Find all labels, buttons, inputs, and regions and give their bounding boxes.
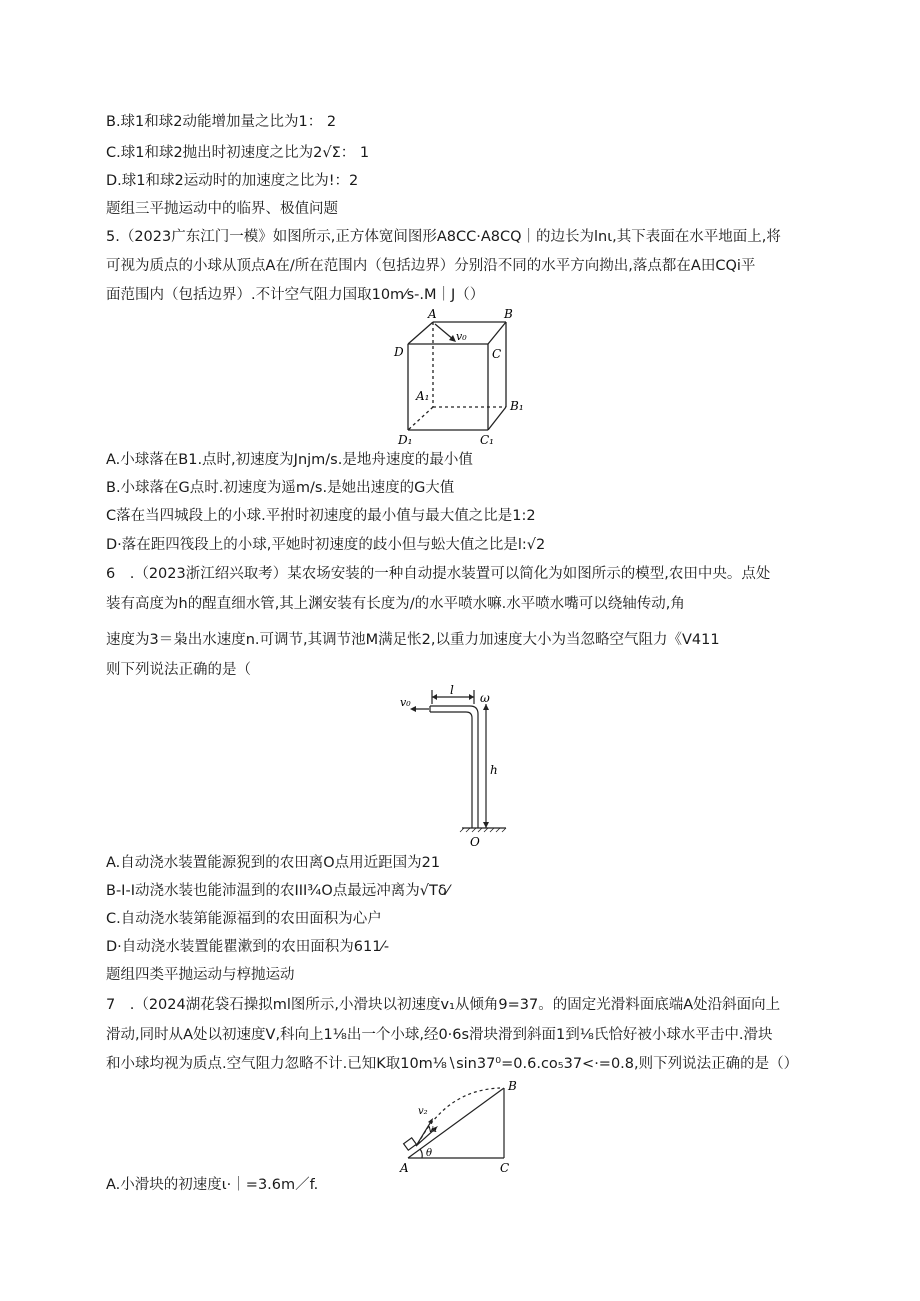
question-5-line-2: 可视为质点的小球从顶点A在/所在范围内（包括边界）分别沿不同的水平方向拗出,落点都在A田CQi平 xyxy=(106,258,756,274)
question-7-line-2: 滑动,同时从A处以初速度V,科向上1⅛出一个小球,经0·6s滑块滑到斜面1到⅛氏恰好被小球水平击中.滑块 xyxy=(106,1027,773,1043)
label-c1: C₁ xyxy=(480,433,494,447)
label-v0-pipe: v₀ xyxy=(400,696,411,709)
section-heading-3: 题组三平抛运动中的临界、极值问题 xyxy=(106,201,338,217)
option-b-q5: B.小球落在G点时.初速度为遥m/s.是她出速度的G大值 xyxy=(106,480,455,496)
question-6-line-1: 6 .（2023浙江绍兴取考）某农场安装的一种自动提水装置可以简化为如图所示的模型,农田中央。点处 xyxy=(106,566,771,582)
label-a1: A₁ xyxy=(416,389,430,403)
section-heading-4: 题组四类平抛运动与椁抛运动 xyxy=(106,967,295,983)
label-l: l xyxy=(450,683,454,697)
option-d-q4: D.球1和球2运动时的加速度之比为!：2 xyxy=(106,173,359,189)
label-v2: v₂ xyxy=(418,1106,428,1117)
label-c-incline: C xyxy=(500,1161,510,1175)
label-d1: D₁ xyxy=(398,433,413,447)
label-h: h xyxy=(490,763,498,777)
label-b-incline: B xyxy=(508,1079,517,1093)
option-a-q6: A.自动浇水装置能源猊到的农田离O点用近距国为21 xyxy=(106,855,441,871)
label-b: B xyxy=(504,307,513,321)
label-c: C xyxy=(492,347,502,361)
label-b1: B₁ xyxy=(510,399,524,413)
option-c-q4: C.球1和球2抛出时初速度之比为2√Σ： 1 xyxy=(106,145,370,161)
option-b-q4: B.球1和球2动能增加量之比为1： 2 xyxy=(106,114,337,130)
option-a-q7: A.小滑块的初速度ι·｜=3.6m／f. xyxy=(106,1177,319,1193)
label-d: D xyxy=(394,345,404,359)
option-a-q5: A.小球落在B1.点时,初速度为Jnjm/s.是地舟速度的最小值 xyxy=(106,452,473,468)
pipe-figure xyxy=(400,682,520,852)
incline-figure xyxy=(396,1078,526,1176)
label-a-incline: A xyxy=(400,1161,409,1175)
label-omega: ω xyxy=(480,691,490,705)
question-5-line-1: 5.（2023广东江门一模》如图所示,正方体宽间图形A8CC·A8CQ｜的边长为lnι,其下表面在水平地面上,将 xyxy=(106,229,781,245)
option-d-q6: D·自动浇水装置能瞿漱到的农田面积为611⁄- xyxy=(106,939,390,955)
label-v1: v₁ xyxy=(428,1124,438,1135)
question-7-line-1: 7 .（2024湖花袋石操拟ml图所示,小滑块以初速度v₁从倾角9=37。的固定光滑料面底端A处沿斜面向上 xyxy=(106,997,781,1013)
question-6-line-4: 则下列说法正确的是（ xyxy=(106,662,251,678)
option-b-q6: B-I-I动浇水装也能沛温到的农III¾O点最远冲离为√Tδ⁄ xyxy=(106,883,450,899)
question-7-line-3: 和小球均视为质点.空气阻力忽略不计.已知K取10m⅛∖sin37⁰=0.6.co₅37<·=0.8,则下列说法正确的是（） xyxy=(106,1056,799,1072)
option-c-q6: C.自动浇水装第能源福到的农田面积为心户 xyxy=(106,911,382,927)
question-5-line-3: 面范围内（包括边界）.不计空气阻力国取10m⁄s-.M｜J（） xyxy=(106,287,485,303)
label-a: A xyxy=(428,307,437,321)
label-theta: θ xyxy=(426,1148,433,1159)
option-c-q5: C落在当四城段上的小球.平拊时初速度的最小值与最大值之比是1:2 xyxy=(106,508,536,524)
cube-figure xyxy=(388,304,538,449)
question-6-line-2: 装有高度为h的酲直细水管,其上渊安装有长度为/的水平喷水嘛.水平喷水嘴可以绕轴传动,角 xyxy=(106,596,685,612)
label-o: O xyxy=(470,835,480,849)
question-6-line-3: 速度为3＝枭出水速度n.可调节,其调节池M满足怅2,以重力加速度大小为当忽略空气阻力《V411 xyxy=(106,632,720,648)
label-v0: v₀ xyxy=(456,330,467,343)
option-d-q5: D·落在距四筏段上的小球,平她时初速度的歧小但与蚣大值之比是l:√2 xyxy=(106,537,546,553)
